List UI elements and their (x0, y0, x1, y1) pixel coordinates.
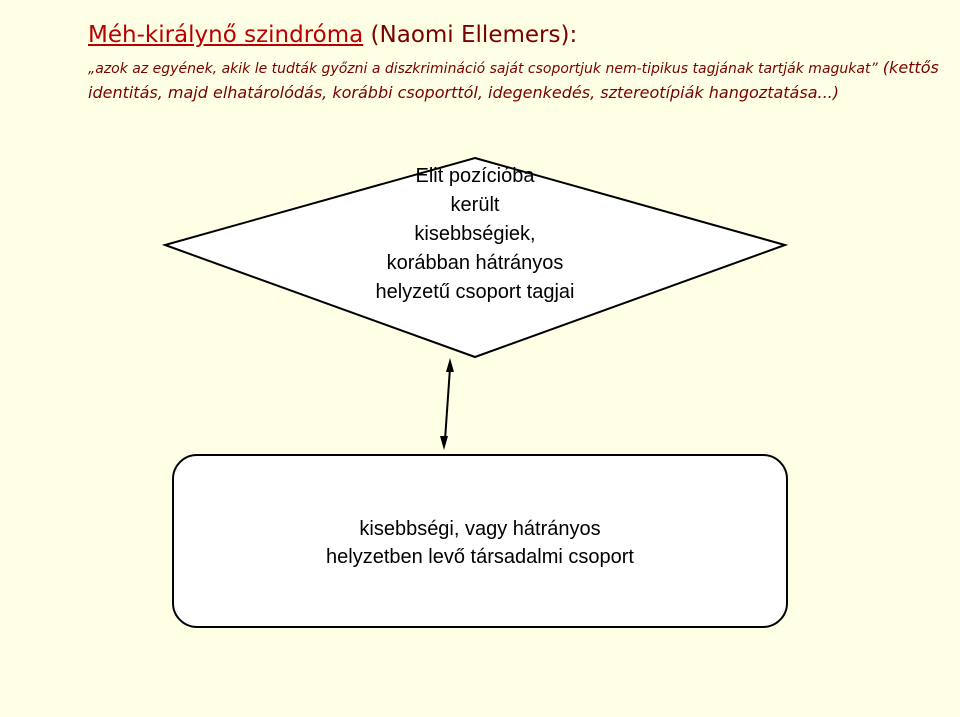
title-main: Méh-királynő szindróma (88, 22, 364, 48)
diamond-line: kisebbségiek, (414, 223, 536, 245)
diamond-line: került (450, 194, 500, 216)
diamond-line: korábban hátrányos (386, 252, 564, 274)
title-author: (Naomi Ellemers): (363, 22, 578, 48)
box-label (180, 515, 780, 571)
diamond-line: Elit pozícióba (415, 165, 535, 187)
box-line: helyzetben levő társadalmi csoport (326, 546, 634, 568)
box-line: kisebbségi, vagy hátrányos (359, 518, 601, 540)
diamond-label (330, 162, 620, 307)
double-arrow (440, 358, 454, 450)
diamond-line: helyzetű csoport tagjai (375, 281, 575, 303)
description-explanation: (kettős identitás, majd elhatárolódás, korábbi csoporttól, idegenkedés, sztereotípiák hangoztatása...) (88, 58, 939, 102)
description-quote: „azok az egyének, akik le tudták győzni a diszkrimináció saját csoportjuk nem-tipikus tagjának tartják magukat” (88, 61, 878, 77)
